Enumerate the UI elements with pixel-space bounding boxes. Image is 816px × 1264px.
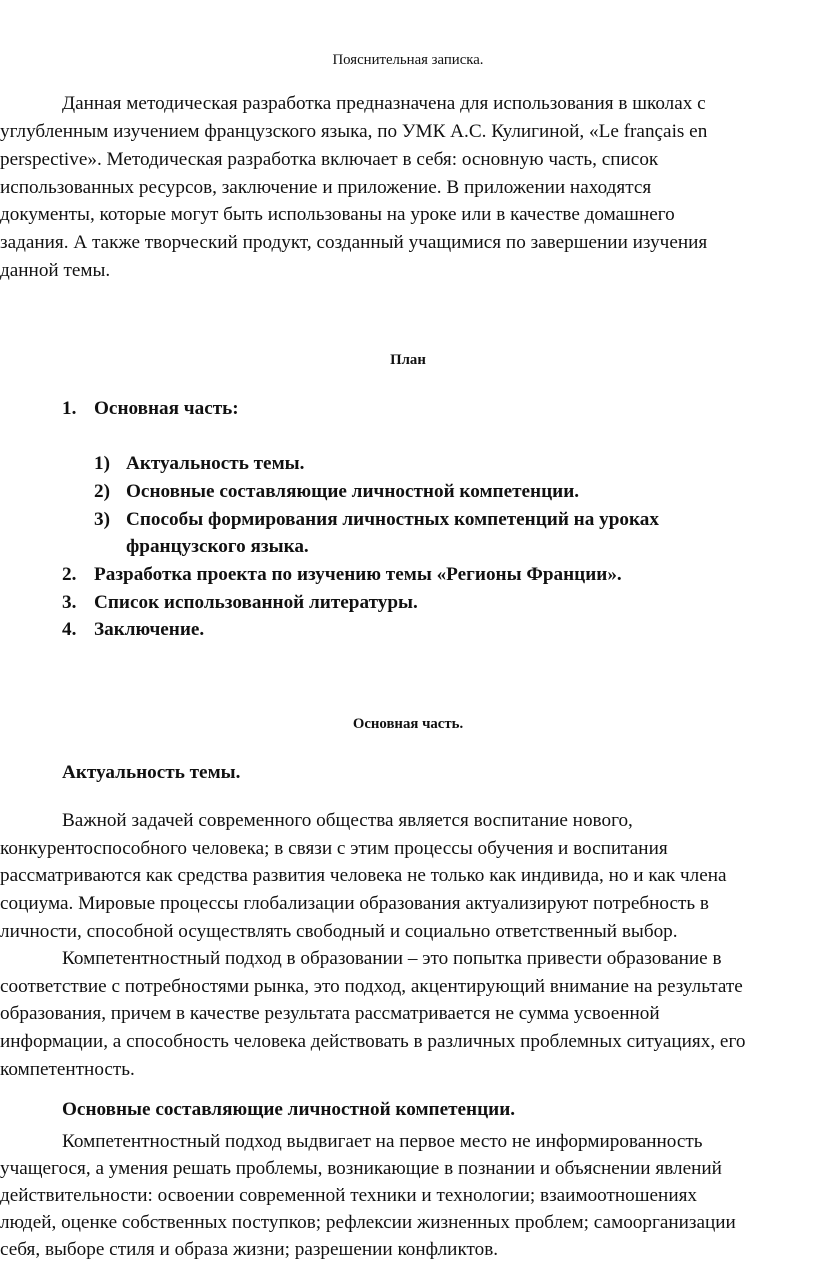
document-title: Пояснительная записка. — [332, 52, 484, 68]
plan-subitem-text: Основные составляющие личностной компетенции. — [126, 481, 580, 502]
plan-subitem-text-continued: французского языка. — [126, 536, 309, 557]
paragraph-line: себя, выборе стиля и образа жизни; разрешении конфликтов. — [0, 1239, 499, 1260]
paragraph-line: Важной задачей современного общества является воспитание нового, — [62, 810, 633, 831]
plan-subitem-number: 3) — [94, 509, 110, 530]
plan-item-text: Заключение. — [94, 619, 205, 640]
intro-line: perspective». Методическая разработка включает в себя: основную часть, список — [0, 149, 659, 170]
main-section-heading: Основная часть. — [352, 716, 464, 732]
plan-item-number: 1. — [62, 398, 77, 419]
paragraph-line: Компетентностный подход выдвигает на первое место не информированность — [62, 1131, 703, 1152]
plan-item-number: 3. — [62, 592, 77, 613]
plan-item-number: 4. — [62, 619, 77, 640]
paragraph-line: действительности: освоении современной техники и технологии; взаимоотношениях — [0, 1185, 698, 1206]
paragraph-line: информации, а способность человека действовать в различных проблемных ситуациях, его — [0, 1031, 746, 1052]
intro-line: данной темы. — [0, 260, 111, 281]
relevance-heading: Актуальность темы. — [62, 762, 241, 783]
plan-subitem-text: Способы формирования личностных компетенций на уроках — [126, 509, 659, 530]
plan-subitem-number: 2) — [94, 481, 110, 502]
plan-subitem-text: Актуальность темы. — [126, 453, 305, 474]
plan-item-text: Список использованной литературы. — [94, 592, 418, 613]
intro-line: углубленным изучением французского языка, по УМК А.С. Кулигиной, «Le français en — [0, 121, 708, 142]
paragraph-line: рассматриваются как средства развития человека не только как индивида, но и как члена — [0, 865, 727, 886]
intro-line: документы, которые могут быть использованы на уроке или в качестве домашнего — [0, 204, 675, 225]
paragraph-line: людей, оценке собственных поступков; рефлексии жизненных проблем; самоорганизации — [0, 1212, 736, 1233]
paragraph-line: социума. Мировые процессы глобализации образования актуализируют потребность в — [0, 893, 709, 914]
intro-line: использованных ресурсов, заключение и приложение. В приложении находятся — [0, 177, 652, 198]
paragraph-line: Компетентностный подход в образовании – это попытка привести образование в — [62, 948, 722, 969]
paragraph-line: образования, причем в качестве результата рассматривается не сумма усвоенной — [0, 1003, 660, 1024]
intro-line: Данная методическая разработка предназначена для использования в школах с — [62, 93, 706, 114]
paragraph-line: соответствие с потребностями рынка, это подход, акцентирующий внимание на результате — [0, 976, 743, 997]
plan-heading: План — [390, 352, 426, 368]
plan-item-number: 2. — [62, 564, 77, 585]
plan-item-text: Основная часть: — [94, 398, 239, 419]
paragraph-line: учащегося, а умения решать проблемы, возникающие в познании и объяснении явлений — [0, 1158, 722, 1179]
plan-item-text: Разработка проекта по изучению темы «Регионы Франции». — [94, 564, 622, 585]
paragraph-line: конкурентоспособного человека; в связи с этим процессы обучения и воспитания — [0, 838, 668, 859]
plan-subitem-number: 1) — [94, 453, 110, 474]
intro-line: задания. А также творческий продукт, созданный учащимися по завершении изучения — [0, 232, 708, 253]
components-heading: Основные составляющие личностной компетенции. — [62, 1099, 516, 1120]
paragraph-line: компетентность. — [0, 1059, 135, 1080]
paragraph-line: личности, способной осуществлять свободный и социально ответственный выбор. — [0, 921, 678, 942]
